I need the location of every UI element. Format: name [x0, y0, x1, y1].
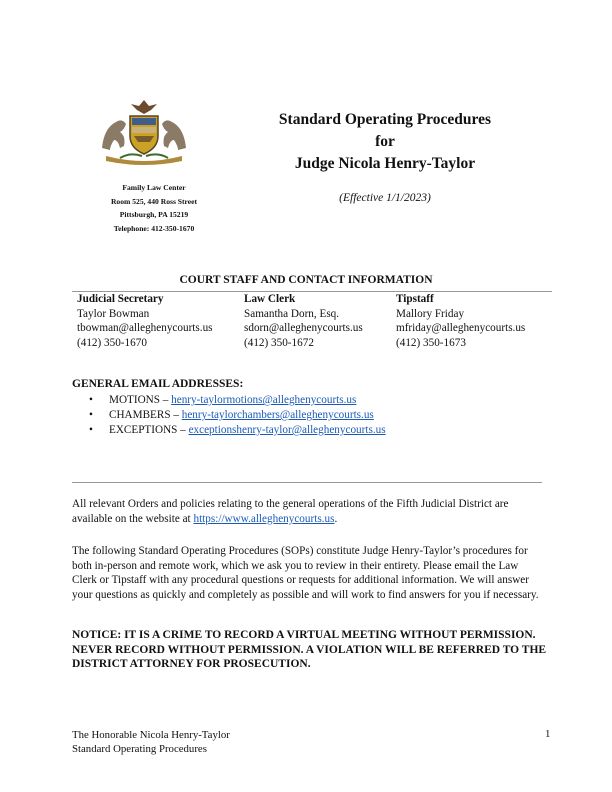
- address-line: Room 525, 440 Ross Street: [110, 196, 198, 206]
- list-item: [89, 408, 386, 423]
- staff-email[interactable]: sdorn@alleghenycourts.us: [244, 322, 363, 334]
- intro-paragraph: [72, 497, 542, 526]
- staff-phone: (412) 350-1670: [77, 336, 147, 349]
- title-line: Standard Operating Procedures: [278, 111, 492, 128]
- motions-email-link[interactable]: henry-taylormotions@alleghenycourts.us: [171, 394, 357, 406]
- intro-text: All relevant Orders and policies relating to the general operations of the Fifth Judicial District are available on the website at: [72, 498, 509, 525]
- staff-column-tipstaff: [396, 292, 525, 350]
- staff-email[interactable]: tbowman@alleghenycourts.us: [77, 322, 213, 334]
- document-title: [230, 109, 540, 175]
- intro-end: .: [334, 512, 338, 525]
- effective-date: (Effective 1/1/2023): [339, 192, 431, 204]
- staff-heading: COURT STAFF AND CONTACT INFORMATION: [179, 274, 433, 286]
- general-email-list: [89, 393, 386, 438]
- website-link[interactable]: https://www.alleghenycourts.us: [193, 512, 335, 525]
- general-email-heading: GENERAL EMAIL ADDRESSES:: [72, 378, 244, 390]
- bullet-icon: •: [89, 424, 93, 436]
- staff-role: Law Clerk: [244, 293, 296, 305]
- address-line: Pittsburgh, PA 15219: [119, 210, 189, 220]
- staff-name: Samantha Dorn, Esq.: [244, 307, 340, 320]
- address-line: Family Law Center: [122, 183, 186, 192]
- email-label: MOTIONS –: [109, 394, 172, 406]
- footer-line: The Honorable Nicola Henry-Taylor: [72, 729, 230, 741]
- staff-column-secretary: [77, 292, 213, 350]
- staff-name: Taylor Bowman: [77, 307, 150, 320]
- staff-name: Mallory Friday: [396, 307, 465, 320]
- footer-line: Standard Operating Procedures: [72, 743, 207, 756]
- staff-email[interactable]: mfriday@alleghenycourts.us: [396, 322, 526, 334]
- bullet-icon: •: [89, 409, 93, 421]
- email-label: EXCEPTIONS –: [109, 424, 189, 436]
- pennsylvania-seal-icon: [94, 96, 194, 166]
- title-line: Judge Nicola Henry-Taylor: [294, 155, 476, 172]
- staff-role: Tipstaff: [396, 293, 434, 305]
- staff-phone: (412) 350-1673: [396, 336, 466, 349]
- address-line: Telephone: 412-350-1670: [113, 223, 195, 233]
- email-label: CHAMBERS –: [109, 409, 182, 421]
- divider: [72, 482, 542, 483]
- staff-phone: (412) 350-1672: [244, 336, 314, 349]
- list-item: [89, 393, 386, 408]
- list-item: [89, 423, 386, 438]
- chambers-email-link[interactable]: henry-taylorchambers@alleghenycourts.us: [181, 409, 374, 421]
- title-line: for: [375, 133, 395, 150]
- sop-paragraph: The following Standard Operating Procedures (SOPs) constitute Judge Henry-Taylor’s procedures for both in-person and remote work, which we ask you to review in their entirety. Please email the Law Clerk or Tipstaff with any procedural questions or requests for additional information. We will answer your questions as quickly and completely as possible and will work to find answers for you if necessary.: [72, 545, 539, 601]
- bullet-icon: •: [89, 394, 93, 406]
- staff-role: Judicial Secretary: [77, 293, 164, 305]
- page-number: 1: [545, 728, 551, 740]
- staff-column-law-clerk: [244, 292, 363, 350]
- address-block: [88, 181, 220, 235]
- recording-notice: NOTICE: IT IS A CRIME TO RECORD A VIRTUAL MEETING WITHOUT PERMISSION. NEVER RECORD WITHOUT PERMISSION. A VIOLATION WILL BE REFERRED TO THE DISTRICT ATTORNEY FOR PROSECUTION.: [72, 629, 547, 671]
- exceptions-email-link[interactable]: exceptionshenry-taylor@alleghenycourts.us: [188, 424, 386, 436]
- page-footer: [72, 728, 230, 756]
